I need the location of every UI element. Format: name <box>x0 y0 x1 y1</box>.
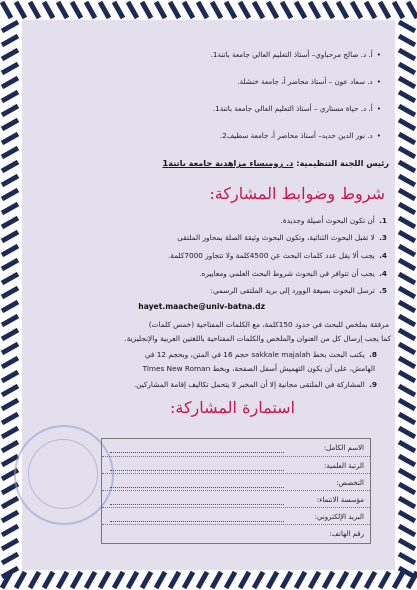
border-stripe <box>86 572 95 588</box>
border-stripe <box>399 428 415 437</box>
condition-number: 5. <box>379 286 387 295</box>
committee-chair-name: د. روميساء مزاهدية جامعة باتنة1 <box>162 158 294 168</box>
condition-item <box>22 350 377 359</box>
border-stripe <box>44 2 53 18</box>
border-stripe <box>399 204 415 213</box>
border-stripe <box>399 386 415 395</box>
border-stripe <box>2 302 18 311</box>
border-stripe <box>2 204 18 213</box>
border-stripe <box>296 2 305 18</box>
border-stripe <box>2 358 18 367</box>
member-item: • د. نور الدين حديد– أستاذ محاضر أ، جامعة سطيف2. <box>22 131 381 140</box>
border-stripe <box>394 572 403 588</box>
contact-email[interactable]: hayet.maache@univ-batna.dz <box>138 302 265 311</box>
border-stripe <box>268 572 277 588</box>
condition-number: 3. <box>379 233 387 242</box>
border-stripe <box>324 2 333 18</box>
form-field-line[interactable] <box>110 469 284 471</box>
border-stripe <box>72 2 81 18</box>
border-stripe <box>2 442 18 451</box>
border-stripe <box>282 572 291 588</box>
border-stripe <box>2 92 18 101</box>
border-stripe <box>399 358 415 367</box>
form-field-label: مؤسسة الانتماء: <box>316 496 364 504</box>
border-stripe <box>212 572 221 588</box>
border-stripe <box>44 572 53 588</box>
form-field-line[interactable] <box>110 503 284 505</box>
border-stripe <box>399 190 415 199</box>
border-stripe <box>399 498 415 507</box>
border-stripe <box>399 456 415 465</box>
condition-text: يجب أن تتوافر في البحوث شروط البحث العلمي ومعاييره. <box>199 269 375 278</box>
border-stripe <box>399 134 415 143</box>
border-stripe <box>399 344 415 353</box>
border-stripe <box>399 246 415 255</box>
form-field-line[interactable] <box>110 520 284 522</box>
border-stripe <box>198 572 207 588</box>
border-stripe <box>114 2 123 18</box>
committee-chair <box>22 158 389 168</box>
border-stripe <box>2 386 18 395</box>
border-stripe <box>399 526 415 535</box>
border-stripe <box>2 400 18 409</box>
border-stripe <box>226 572 235 588</box>
border-stripe <box>2 414 18 423</box>
condition-continuation: الهامش، على أن يكون التهميش أسفل الصفحة، وبخط Times New Roman <box>142 364 375 373</box>
border-stripe <box>142 2 151 18</box>
border-stripe <box>399 64 415 73</box>
border-stripe <box>399 302 415 311</box>
form-field-label: الرتبة العلمية: <box>323 462 364 470</box>
form-field-label: التخصص: <box>336 479 364 487</box>
border-stripe <box>399 218 415 227</box>
border-stripe <box>2 148 18 157</box>
border-stripe <box>399 22 415 31</box>
border-stripe <box>408 2 417 18</box>
border-stripe <box>170 2 179 18</box>
border-stripe <box>366 572 375 588</box>
form-field-label: الاسم الكامل: <box>323 444 364 452</box>
border-stripe <box>399 36 415 45</box>
border-stripe <box>184 2 193 18</box>
border-stripe <box>2 232 18 241</box>
condition-item <box>22 269 387 278</box>
condition-text: يكتب البحث بخط sakkale majalah حجم 16 في المتن، وبحجم 12 في <box>144 350 365 359</box>
member-item: • د. سعاد عون – أستاذ محاضر أ، جامعة خنشلة. <box>22 77 381 86</box>
border-stripe <box>2 288 18 297</box>
border-stripe <box>16 2 25 18</box>
border-stripe <box>399 50 415 59</box>
border-stripe <box>226 2 235 18</box>
border-stripe <box>156 2 165 18</box>
border-stripe <box>399 120 415 129</box>
border-stripe <box>399 148 415 157</box>
border-stripe <box>399 330 415 339</box>
condition-item <box>22 233 387 242</box>
border-stripe <box>2 78 18 87</box>
border-stripe <box>2 22 18 31</box>
border-stripe <box>399 106 415 115</box>
border-stripe <box>2 218 18 227</box>
condition-text: ترسل البحوث بصيغة الوورد إلى بريد الملتقى الرسمي: <box>210 286 375 295</box>
border-stripe <box>2 316 18 325</box>
border-stripe <box>324 572 333 588</box>
border-stripe <box>2 274 18 283</box>
form-field-label: رقم الهاتف: <box>329 530 364 538</box>
condition-extra-line: كما يجب إرسال كل من العنوان والملخص والكلمات المفتاحية باللغتين العربية والإنجليزية. <box>124 334 391 343</box>
border-stripe <box>184 572 193 588</box>
form-field-line[interactable] <box>110 486 284 488</box>
participation-form <box>101 438 371 544</box>
border-stripe <box>2 498 18 507</box>
border-stripe <box>128 572 137 588</box>
border-stripe <box>254 2 263 18</box>
border-stripe <box>16 572 25 588</box>
form-heading: استمارة المشاركة: <box>169 398 295 417</box>
border-stripe <box>2 344 18 353</box>
border-stripe <box>399 540 415 549</box>
border-stripe <box>2 176 18 185</box>
condition-item <box>22 286 387 295</box>
border-stripe <box>114 572 123 588</box>
condition-number: 8. <box>369 350 377 359</box>
border-stripe <box>399 442 415 451</box>
border-stripe <box>170 572 179 588</box>
border-stripe <box>352 572 361 588</box>
condition-number: 4. <box>379 269 387 278</box>
condition-item <box>22 380 377 389</box>
border-stripe <box>399 162 415 171</box>
border-stripe <box>240 572 249 588</box>
condition-text: لا تقبل البحوث الثنائية، وتكون البحوث وثيقة الصلة بمحاور الملتقى <box>177 233 375 242</box>
border-stripe <box>100 2 109 18</box>
border-stripe <box>399 470 415 479</box>
border-stripe <box>2 554 18 563</box>
condition-number: 4. <box>379 251 387 260</box>
border-stripe <box>399 92 415 101</box>
border-stripe <box>282 2 291 18</box>
member-item: • أ. د. حياة مستاري – أستاذ التعليم العالي جامعة باتنة1. <box>22 104 381 113</box>
border-stripe <box>142 572 151 588</box>
form-field-line[interactable] <box>110 451 284 453</box>
border-stripe <box>399 484 415 493</box>
form-row <box>102 524 370 545</box>
border-stripe <box>58 572 67 588</box>
border-stripe <box>156 572 165 588</box>
border-stripe <box>2 36 18 45</box>
border-stripe <box>72 572 81 588</box>
border-stripe <box>399 288 415 297</box>
border-stripe <box>399 372 415 381</box>
border-stripe <box>399 274 415 283</box>
border-stripe <box>399 176 415 185</box>
border-stripe <box>254 572 263 588</box>
border-stripe <box>2 134 18 143</box>
border-stripe <box>399 232 415 241</box>
form-field-label: البريد الإلكتروني: <box>314 513 364 521</box>
border-stripe <box>2 120 18 129</box>
border-stripe <box>100 572 109 588</box>
border-stripe <box>2 526 18 535</box>
border-stripe <box>399 78 415 87</box>
border-stripe <box>380 2 389 18</box>
border-stripe <box>2 540 18 549</box>
border-stripe <box>30 572 39 588</box>
border-stripe <box>296 572 305 588</box>
condition-text: المشاركة في الملتقى مجانية إلا أن المخبر لا يتحمل تكاليف إقامة المشاركين. <box>133 380 365 389</box>
border-stripe <box>366 2 375 18</box>
border-stripe <box>30 2 39 18</box>
condition-number: 1. <box>379 216 387 225</box>
flyer-page <box>22 20 395 570</box>
border-stripe <box>2 64 18 73</box>
border-stripe <box>2 330 18 339</box>
border-stripe <box>2 2 11 18</box>
border-stripe <box>380 572 389 588</box>
border-stripe <box>268 2 277 18</box>
border-stripe <box>2 190 18 199</box>
border-stripe <box>2 162 18 171</box>
condition-item <box>22 216 387 225</box>
border-stripe <box>2 512 18 521</box>
border-stripe <box>394 2 403 18</box>
border-stripe <box>399 260 415 269</box>
border-stripe <box>240 2 249 18</box>
border-stripe <box>338 2 347 18</box>
border-stripe <box>2 260 18 269</box>
border-stripe <box>2 106 18 115</box>
official-stamp <box>14 425 114 525</box>
border-stripe <box>399 414 415 423</box>
condition-text: أن تكون البحوث أصيلة وجديدة. <box>280 216 375 225</box>
member-item: • أ. د. صالح مرحباوي– أستاذ التعليم العالي جامعة باتنة1. <box>22 50 381 59</box>
condition-extra-line: مرفقة بملخص للبحث في حدود 150كلمة، مع الكلمات المفتاحية (خمس كلمات) <box>148 320 389 329</box>
border-stripe <box>2 372 18 381</box>
border-stripe <box>310 572 319 588</box>
border-stripe <box>399 316 415 325</box>
condition-number: 9. <box>369 380 377 389</box>
committee-chair-label: رئيس اللجنة التنظيمية: <box>296 158 389 168</box>
border-stripe <box>310 2 319 18</box>
conditions-heading: شروط وضوابط المشاركة: <box>209 184 385 203</box>
border-stripe <box>128 2 137 18</box>
border-stripe <box>399 400 415 409</box>
border-stripe <box>2 428 18 437</box>
border-stripe <box>2 246 18 255</box>
border-stripe <box>86 2 95 18</box>
border-stripe <box>338 572 347 588</box>
border-stripe <box>352 2 361 18</box>
border-stripe <box>399 554 415 563</box>
border-stripe <box>212 2 221 18</box>
border-stripe <box>58 2 67 18</box>
border-stripe <box>2 50 18 59</box>
condition-text: يجب ألا يقل عدد كلمات البحث عن 4500كلمة ولا تتجاوز 7000كلمة. <box>167 251 375 260</box>
condition-item <box>22 251 387 260</box>
border-stripe <box>198 2 207 18</box>
border-stripe <box>399 512 415 521</box>
